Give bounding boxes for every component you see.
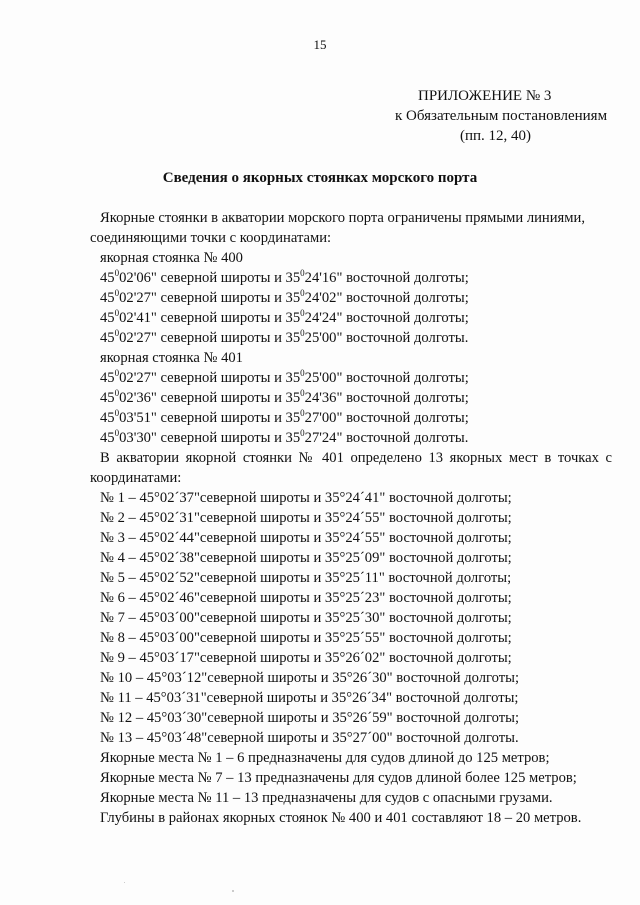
- note-line: Якорные места № 11 – 13 предназначены для судов с опасными грузами.: [100, 790, 553, 806]
- coordinate-line: $45^002'27$" северной широты и $35^024'02$" восточной долготы;: [100, 288, 469, 306]
- scan-speck: [232, 890, 234, 892]
- anchor-place-8: № 8 – 45°03´00"северной широты и 35°25´55" восточной долготы;: [100, 630, 512, 646]
- anchor-place-9: № 9 – 45°03´17"северной широты и 35°26´02" восточной долготы;: [100, 650, 512, 666]
- places-intro: В акватории якорной стоянки № 401 определено 13 якорных мест в точках с: [100, 450, 612, 466]
- note-line: Якорные места № 1 – 6 предназначены для судов длиной до 125 метров;: [100, 750, 550, 766]
- note-line: Якорные места № 7 – 13 предназначены для судов длиной более 125 метров;: [100, 770, 577, 786]
- coordinate-line: $45^003'30$" северной широты и $35^027'24$" восточной долготы.: [100, 428, 469, 446]
- intro-paragraph: Якорные стоянки в акватории морского порта ограничены прямыми линиями,: [100, 210, 585, 226]
- anchorage-401-label: якорная стоянка № 401: [100, 350, 243, 366]
- coordinate-line: $45^002'06$" северной широты и $35^024'16$" восточной долготы;: [100, 268, 469, 286]
- coordinate-line: $45^002'27$" северной широты и $35^025'00$" восточной долготы;: [100, 368, 469, 386]
- anchor-place-7: № 7 – 45°03´00"северной широты и 35°25´30" восточной долготы;: [100, 610, 512, 626]
- anchor-place-6: № 6 – 45°02´46"северной широты и 35°25´23" восточной долготы;: [100, 590, 512, 606]
- coordinate-line: $45^002'27$" северной широты и $35^025'00$" восточной долготы.: [100, 328, 469, 346]
- anchor-place-11: № 11 – 45°03´31"северной широты и 35°26´34" восточной долготы;: [100, 690, 519, 706]
- document-title: Сведения о якорных стоянках морского порта: [162, 170, 478, 186]
- appendix-reference: к Обязательным постановлениям: [395, 108, 608, 124]
- anchor-place-1: № 1 – 45°02´37"северной широты и 35°24´41" восточной долготы;: [100, 490, 512, 506]
- anchor-place-10: № 10 – 45°03´12"северной широты и 35°26´30" восточной долготы;: [100, 670, 520, 686]
- scan-speck: [124, 882, 125, 883]
- intro-paragraph-continued: соединяющими точки с координатами:: [90, 230, 332, 246]
- anchor-place-5: № 5 – 45°02´52"северной широты и 35°25´11" восточной долготы;: [100, 570, 512, 586]
- places-intro-continued: координатами:: [90, 470, 182, 486]
- note-line: Глубины в районах якорных стоянок № 400 и 401 составляют 18 – 20 метров.: [100, 810, 582, 826]
- anchor-place-3: № 3 – 45°02´44"северной широты и 35°24´55" восточной долготы;: [100, 530, 512, 546]
- anchorage-400-label: якорная стоянка № 400: [100, 250, 243, 266]
- coordinate-line: $45^002'41$" северной широты и $35^024'24$" восточной долготы;: [100, 308, 469, 326]
- anchor-place-2: № 2 – 45°02´31"северной широты и 35°24´55" восточной долготы;: [100, 510, 512, 526]
- anchor-place-13: № 13 – 45°03´48"северной широты и 35°27´00" восточной долготы.: [100, 730, 519, 746]
- appendix-title: ПРИЛОЖЕНИЕ № 3: [418, 88, 552, 104]
- anchor-place-12: № 12 – 45°03´30"северной широты и 35°26´59" восточной долготы;: [100, 710, 520, 726]
- anchor-place-4: № 4 – 45°02´38"северной широты и 35°25´09" восточной долготы;: [100, 550, 512, 566]
- page-number: 15: [313, 37, 327, 52]
- coordinate-line: $45^003'51$" северной широты и $35^027'00$" восточной долготы;: [100, 408, 469, 426]
- coordinate-line: $45^002'36$" северной широты и $35^024'36$" восточной долготы;: [100, 388, 469, 406]
- appendix-clauses: (пп. 12, 40): [460, 128, 532, 144]
